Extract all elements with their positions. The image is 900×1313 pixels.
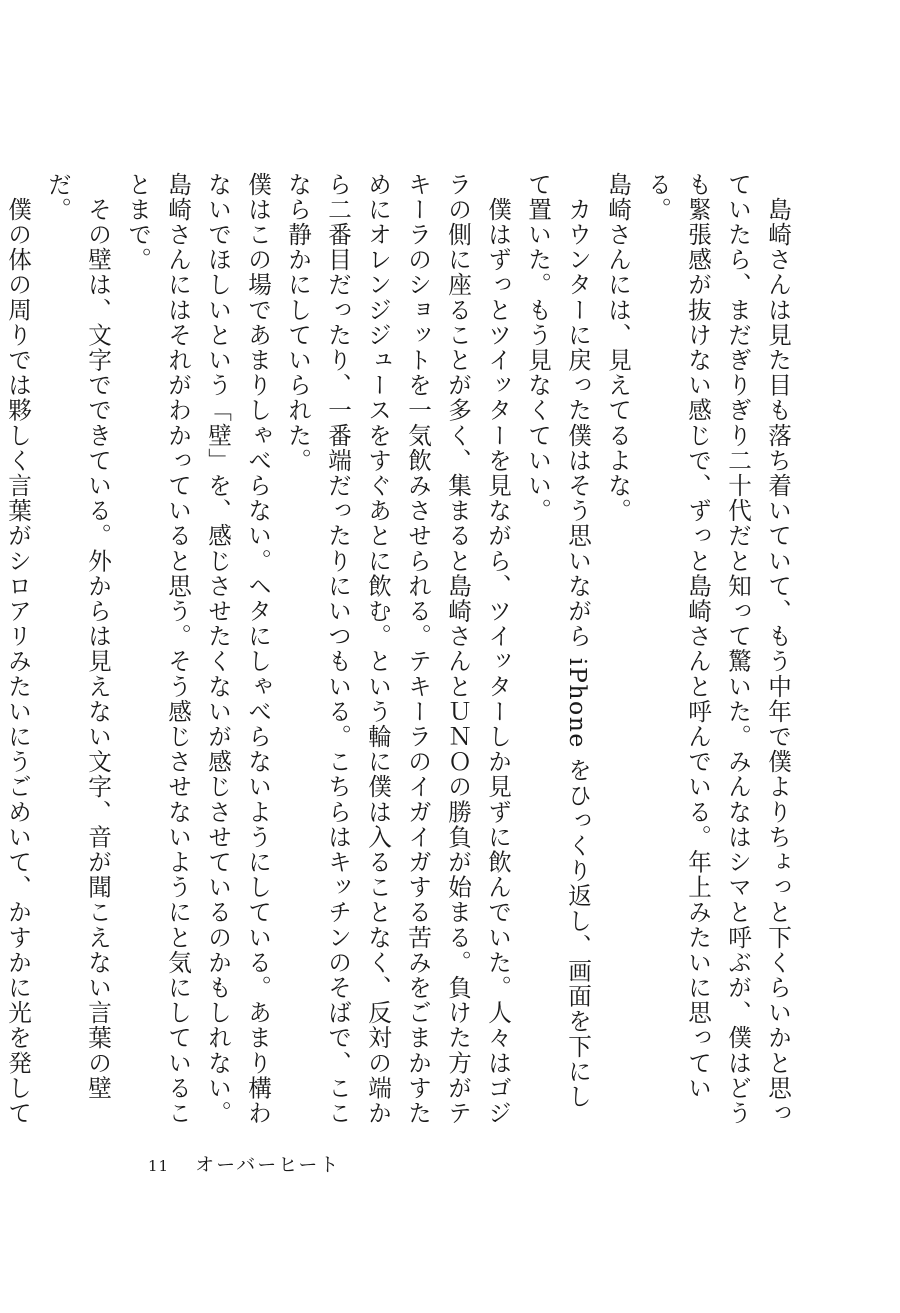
paragraph-3: カウンターに戻った僕はそう思いながら iPhone をひっくり返し、画面を下にして置いた。もう見なくていい。 [524,172,592,1110]
paragraph-4: 僕はずっとツイッターを見ながら、ツイッターしか見ずに飲んでいた。人々はゴジラの側に座ることが多く、集まると島崎さんとＵＮＯの勝負が始まる。負けた方がテキーラのショットを一気飲みさせられる。テキーラのイガイガする苦みをごまかすためにオレンジジュースをすぐあとに飲む。という輪に僕は入ることなく、反対の端から二番目だったり、一番端だったりにいつもいる。こちらはキッチンのそばで、ここなら静かにしていられた。 [284,172,512,1126]
paragraph-2: 島崎さんには、見えてるよな。 [604,172,632,524]
running-title: オーバーヒート [195,1154,341,1176]
paragraph-1: 島崎さんは見た目も落ち着いていて、もう中年で僕よりちょっと下くらいかと思っていたら、まだぎりぎり二十代だと知って驚いた。みんなはシマと呼ぶが、僕はどうも緊張感が抜けない感じで、ずっと島崎さんと呼んでいる。年上みたいに思っている。 [644,172,792,1126]
page-footer [148,1150,340,1177]
vertical-text-body [4,172,798,1132]
paragraph-6: その壁は、文字でできている。外からは見えない文字、音が聞こえない言葉の壁だ。 [44,172,112,1101]
paragraph-7: 僕の体の周りでは夥しく言葉がシロアリみたいにうごめいて、かすかに光を発して [4,197,32,1126]
page-number: 11 [148,1157,170,1175]
paragraph-5: 僕はこの場であまりしゃべらない。ヘタにしゃべらないようにしている。あまり構わないでほしいという「壁」を、感じさせたくないが感じさせているのかもしれない。島崎さんにはそれがわかっていると思う。そう感じさせないようにと気にしていることまで。 [124,172,272,1126]
